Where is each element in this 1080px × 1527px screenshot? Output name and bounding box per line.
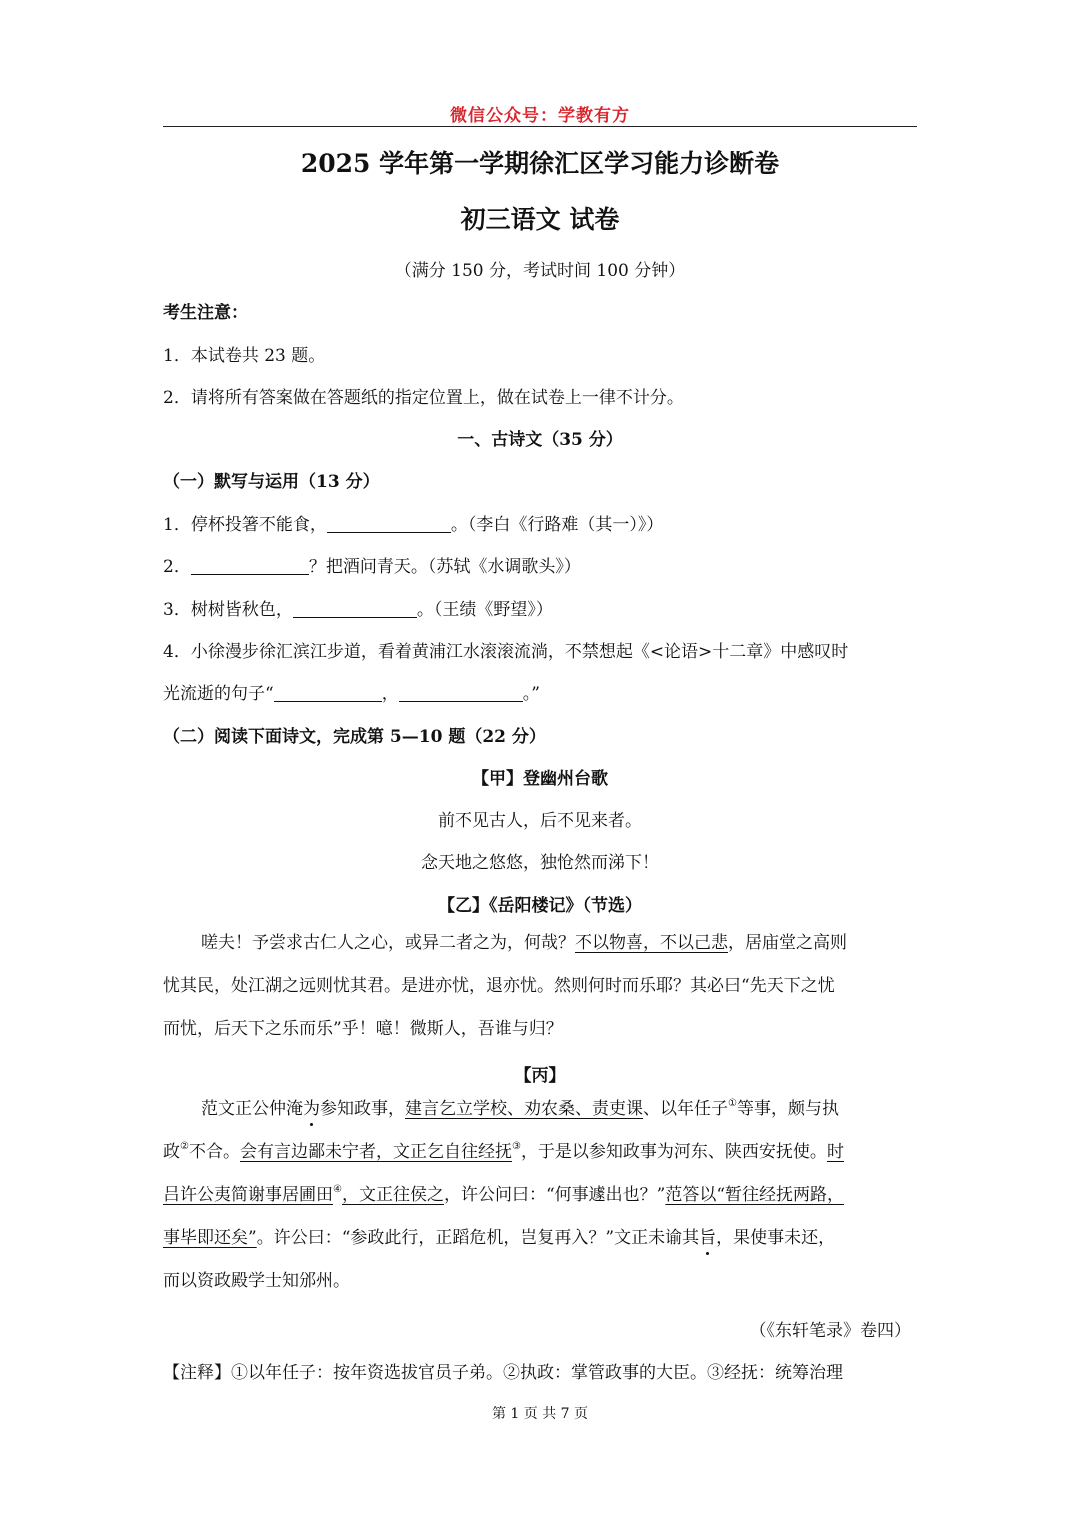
answer-blank[interactable] [274, 683, 382, 702]
question-4-line-2 [163, 679, 917, 704]
text-bing-source: （《东轩笔录》卷四） [749, 1321, 911, 1341]
footnote-marker: ④ [333, 1184, 342, 1195]
text-yi-line-2: 忧其民，处江湖之远则忧其君。是进亦忧，退亦忧。然则何时而乐耶？其必曰“先天下之忧 [163, 976, 835, 996]
underlined-sentence: 时 [826, 1142, 844, 1162]
poem-jia-title: 【甲】登幽州台歌 [472, 769, 608, 789]
page-number: 第 1 页 共 7 页 [491, 1406, 589, 1422]
text-bing-l4a: 。许公曰：“参政此行，正蹈危机，岂复再入？”文正未谕其 [256, 1228, 700, 1248]
exam-meta: （满分 150 分，考试时间 100 分钟） [394, 261, 686, 281]
underlined-sentence: 会有言边鄙未宁者，文正乞自往经抚 [239, 1142, 512, 1162]
text-yi-line-1-a: 嗟夫！予尝求古仁人之心，或异二者之为，何哉？ [201, 933, 575, 953]
underlined-sentence: 建言乞立学校、劝农桑、责吏课 [405, 1099, 643, 1119]
text-bing-l3a: ，许公问曰：“何事遽出也？” [443, 1185, 666, 1205]
exam-subtitle: 初三语文 试卷 [460, 205, 620, 234]
poem-jia-line-2: 念天地之悠悠，独怆然而涕下！ [421, 853, 659, 873]
text-bing-l1a: 范文正公仲淹 [201, 1099, 303, 1119]
answer-blank[interactable] [293, 599, 417, 618]
text-bing-l2a: 政 [163, 1142, 180, 1162]
footnote-marker: ③ [511, 1141, 521, 1152]
question-4-line-1: 4．小徐漫步徐汇滨江步道，看着黄浦江水滚滚流淌，不禁想起《<论语>十二章》中感叹时 [163, 642, 849, 662]
text-yi-body [163, 922, 917, 1051]
question-1 [163, 510, 917, 535]
underlined-sentence: ，文正往侯之 [341, 1185, 444, 1205]
answer-blank[interactable] [399, 683, 523, 702]
dotted-character: 为 [303, 1099, 320, 1119]
underlined-sentence: 事毕即还矣” [163, 1228, 257, 1248]
text-bing-l2b: 不合。 [188, 1142, 240, 1162]
text-bing-l1c: 、以年任子 [643, 1099, 728, 1119]
text-bing-l4b: ，果使事未还， [716, 1228, 836, 1248]
text-bing-line-4 [163, 1217, 917, 1260]
answer-blank[interactable] [327, 514, 451, 533]
answer-blank[interactable] [191, 556, 309, 575]
text-yi-line-1 [163, 922, 917, 965]
question-3-suffix: 。（王绩《野望》） [416, 600, 553, 620]
header-divider [163, 126, 917, 127]
footnote-marker: ① [728, 1098, 737, 1109]
question-2-suffix: ？把酒问青天。（苏轼《水调歌头》） [308, 557, 581, 577]
text-bing-line-5: 而以资政殿学士知邠州。 [163, 1271, 350, 1291]
notice-heading: 考生注意： [163, 303, 248, 323]
section-title: 一、古诗文（35 分） [457, 430, 623, 450]
text-bing-body [163, 1088, 917, 1303]
text-bing-line-2 [163, 1131, 917, 1174]
underlined-sentence: 范答以“暂往经抚两路， [665, 1185, 845, 1205]
text-yi-line-3: 而忧，后天下之乐而乐”乎！噫！微斯人，吾谁与归？ [163, 1019, 563, 1039]
question-1-prefix: 1．停杯投箸不能食， [163, 515, 327, 535]
text-bing-line-1 [163, 1088, 917, 1131]
text-bing-line-3 [163, 1174, 917, 1217]
underlined-sentence: 吕许公夷简谢事居圃田 [163, 1185, 333, 1205]
notice-item-2: 2．请将所有答案做在答题纸的指定位置上，做在试卷上一律不计分。 [163, 388, 684, 408]
footnote-marker: ② [180, 1141, 189, 1152]
question-4-prefix: 光流逝的句子“ [163, 684, 274, 704]
notice-item-1: 1．本试卷共 23 题。 [163, 346, 326, 366]
question-4-mid: ， [381, 684, 399, 704]
question-2-prefix: 2． [163, 557, 191, 577]
question-3 [163, 595, 917, 620]
dotted-character: 旨 [699, 1228, 717, 1248]
header-wechat: 微信公众号：学教有方 [450, 106, 630, 126]
question-1-suffix: 。（李白《行路难（其一）》） [450, 515, 664, 535]
question-3-prefix: 3．树树皆秋色， [163, 600, 293, 620]
part1-title: （一）默写与运用（13 分） [163, 472, 380, 492]
annotations: 【注释】①以年任子：按年资选拔官员子弟。②执政：掌管政事的大臣。③经抚：统筹治理 [163, 1363, 843, 1383]
text-bing-l1b: 参知政事， [320, 1099, 405, 1119]
text-bing-l1d: 等事，颇与执 [736, 1099, 839, 1119]
text-yi-title: 【乙】《岳阳楼记》（节选） [438, 896, 642, 916]
exam-title: 2025 学年第一学期徐汇区学习能力诊断卷 [300, 149, 780, 178]
text-bing-title: 【丙】 [514, 1066, 566, 1086]
text-bing-l2c: ，于是以参知政事为河东、陕西安抚使。 [520, 1142, 827, 1162]
part2-title: （二）阅读下面诗文，完成第 5—10 题（22 分） [163, 727, 546, 747]
question-4-suffix: 。” [522, 684, 540, 704]
text-yi-line-1-b: ，居庙堂之高则 [728, 933, 847, 953]
question-2 [163, 552, 917, 577]
poem-jia-line-1: 前不见古人，后不见来者。 [438, 811, 642, 831]
underlined-sentence: 不以物喜，不以己悲 [575, 933, 728, 953]
